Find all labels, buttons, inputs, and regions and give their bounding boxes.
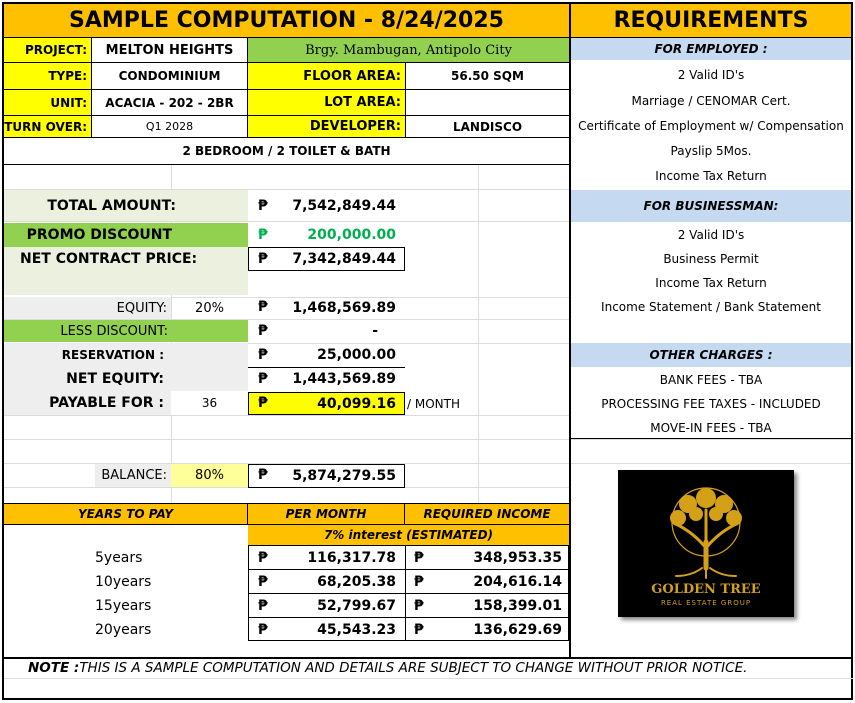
type-label: TYPE: (4, 63, 92, 90)
peso-sign: ₱ (414, 550, 424, 566)
peso-sign: ₱ (258, 347, 268, 363)
charge-item: PROCESSING FEE TAXES - INCLUDED (601, 397, 821, 411)
promo-discount-value: 200,000.00 (307, 227, 396, 243)
balance-label: BALANCE: (95, 464, 171, 487)
peso-sign: ₱ (258, 574, 268, 590)
floor-area-label: FLOOR AREA: (248, 63, 406, 90)
reservation-label: RESERVATION : (61, 348, 164, 362)
project-value: MELTON HEIGHTS (92, 38, 248, 63)
equity-value: 1,468,569.89 (292, 300, 396, 316)
peso-sign: ₱ (258, 323, 268, 339)
balance-value: 5,874,279.55 (292, 468, 396, 484)
turnover-label: TURN OVER: (4, 116, 92, 138)
employed-title: FOR EMPLOYED : (571, 38, 851, 60)
peso-sign: ₱ (414, 598, 424, 614)
payable-months: 36 (171, 391, 248, 415)
years-to-pay-header: YEARS TO PAY (4, 504, 248, 524)
charge-item: BANK FEES - TBA (659, 373, 763, 387)
company-logo (618, 470, 794, 617)
term-years: 10years (95, 574, 152, 590)
term-per-month: 52,799.67 (317, 598, 396, 614)
term-required-income: 158,399.01 (473, 598, 562, 614)
peso-sign: ₱ (258, 198, 268, 214)
peso-sign: ₱ (258, 299, 268, 315)
total-amount-value: 7,542,849.44 (292, 197, 396, 214)
requirement-item: 2 Valid ID's (677, 228, 745, 242)
peso-sign: ₱ (258, 598, 268, 614)
requirement-item: Business Permit (663, 252, 759, 266)
term-per-month: 68,205.38 (317, 574, 396, 590)
required-income-header: REQUIRED INCOME (405, 504, 569, 524)
requirement-item: Payslip 5Mos. (670, 144, 752, 158)
logo-name: GOLDEN TREE (651, 581, 761, 597)
developer-label: DEVELOPER: (248, 116, 406, 138)
requirement-item: Certificate of Employment w/ Compensation (578, 119, 844, 133)
per-month-suffix: / MONTH (407, 396, 460, 411)
peso-sign: ₱ (414, 622, 424, 638)
peso-sign: ₱ (414, 574, 424, 590)
type-value: CONDOMINIUM (92, 63, 248, 90)
less-discount-label: LESS DISCOUNT: (4, 320, 248, 342)
requirement-item: 2 Valid ID's (677, 68, 745, 82)
per-month-header: PER MONTH (248, 504, 405, 524)
requirement-item: Marriage / CENOMAR Cert. (631, 94, 791, 108)
peso-sign: ₱ (258, 251, 268, 267)
business-title: FOR BUSINESSMAN: (571, 190, 851, 222)
term-required-income: 136,629.69 (473, 621, 562, 638)
unit-description: 2 BEDROOM / 2 TOILET & BATH (4, 138, 569, 165)
peso-sign: ₱ (258, 467, 268, 483)
peso-sign: ₱ (258, 371, 268, 387)
project-location: Brgy. Mambugan, Antipolo City (248, 38, 569, 63)
ncp-label: NET CONTRACT PRICE: (20, 251, 198, 267)
requirement-item: Income Tax Return (655, 169, 767, 183)
ncp-value: 7,342,849.44 (292, 251, 396, 267)
term-years: 15years (95, 598, 152, 614)
term-required-income: 348,953.35 (473, 550, 562, 566)
reservation-value: 25,000.00 (317, 347, 396, 363)
peso-sign: ₱ (258, 622, 268, 638)
term-years: 20years (95, 622, 152, 638)
charges-title: OTHER CHARGES : (571, 343, 851, 367)
net-equity-label: NET EQUITY: (66, 371, 164, 387)
net-equity-value: 1,443,569.89 (292, 371, 396, 387)
requirement-item: Income Statement / Bank Statement (601, 300, 821, 314)
balance-percent: 80% (171, 464, 248, 487)
unit-label: UNIT: (4, 90, 92, 116)
equity-percent: 20% (195, 300, 224, 316)
floor-area-value: 56.50 SQM (406, 63, 569, 90)
page-title: SAMPLE COMPUTATION - 8/24/2025 (4, 4, 569, 38)
term-required-income: 204,616.14 (473, 574, 562, 590)
note-label: NOTE : (28, 660, 80, 676)
requirements-title: REQUIREMENTS (571, 4, 851, 38)
project-label: PROJECT: (4, 38, 92, 63)
peso-sign: ₱ (258, 395, 268, 411)
term-years: 5years (95, 550, 143, 566)
note-text: THIS IS A SAMPLE COMPUTATION AND DETAILS ARE SUBJECT TO CHANGE WITHOUT PRIOR NOTICE. (79, 660, 748, 676)
equity-label: EQUITY: (4, 297, 171, 319)
lot-area-value (406, 90, 569, 116)
total-amount-label: TOTAL AMOUNT: (4, 190, 248, 221)
turnover-value: Q1 2028 (92, 116, 248, 138)
less-discount-value: - (372, 323, 378, 339)
payable-label: PAYABLE FOR : (49, 395, 164, 411)
lot-area-label: LOT AREA: (248, 90, 406, 116)
term-per-month: 45,543.23 (317, 621, 396, 638)
requirement-item: Income Tax Return (655, 276, 767, 290)
developer-value: LANDISCO (406, 116, 569, 138)
peso-sign: ₱ (258, 550, 268, 566)
unit-value: ACACIA - 202 - 2BR (92, 90, 248, 116)
payable-value: 40,099.16 (317, 395, 396, 412)
promo-discount-label: PROMO DISCOUNT (4, 223, 248, 247)
term-per-month: 116,317.78 (307, 550, 396, 566)
charge-item: MOVE-IN FEES - TBA (650, 421, 772, 435)
interest-note: 7% interest (ESTIMATED) (248, 525, 569, 545)
logo-tagline: REAL ESTATE GROUP (660, 599, 752, 607)
peso-sign: ₱ (258, 227, 268, 243)
